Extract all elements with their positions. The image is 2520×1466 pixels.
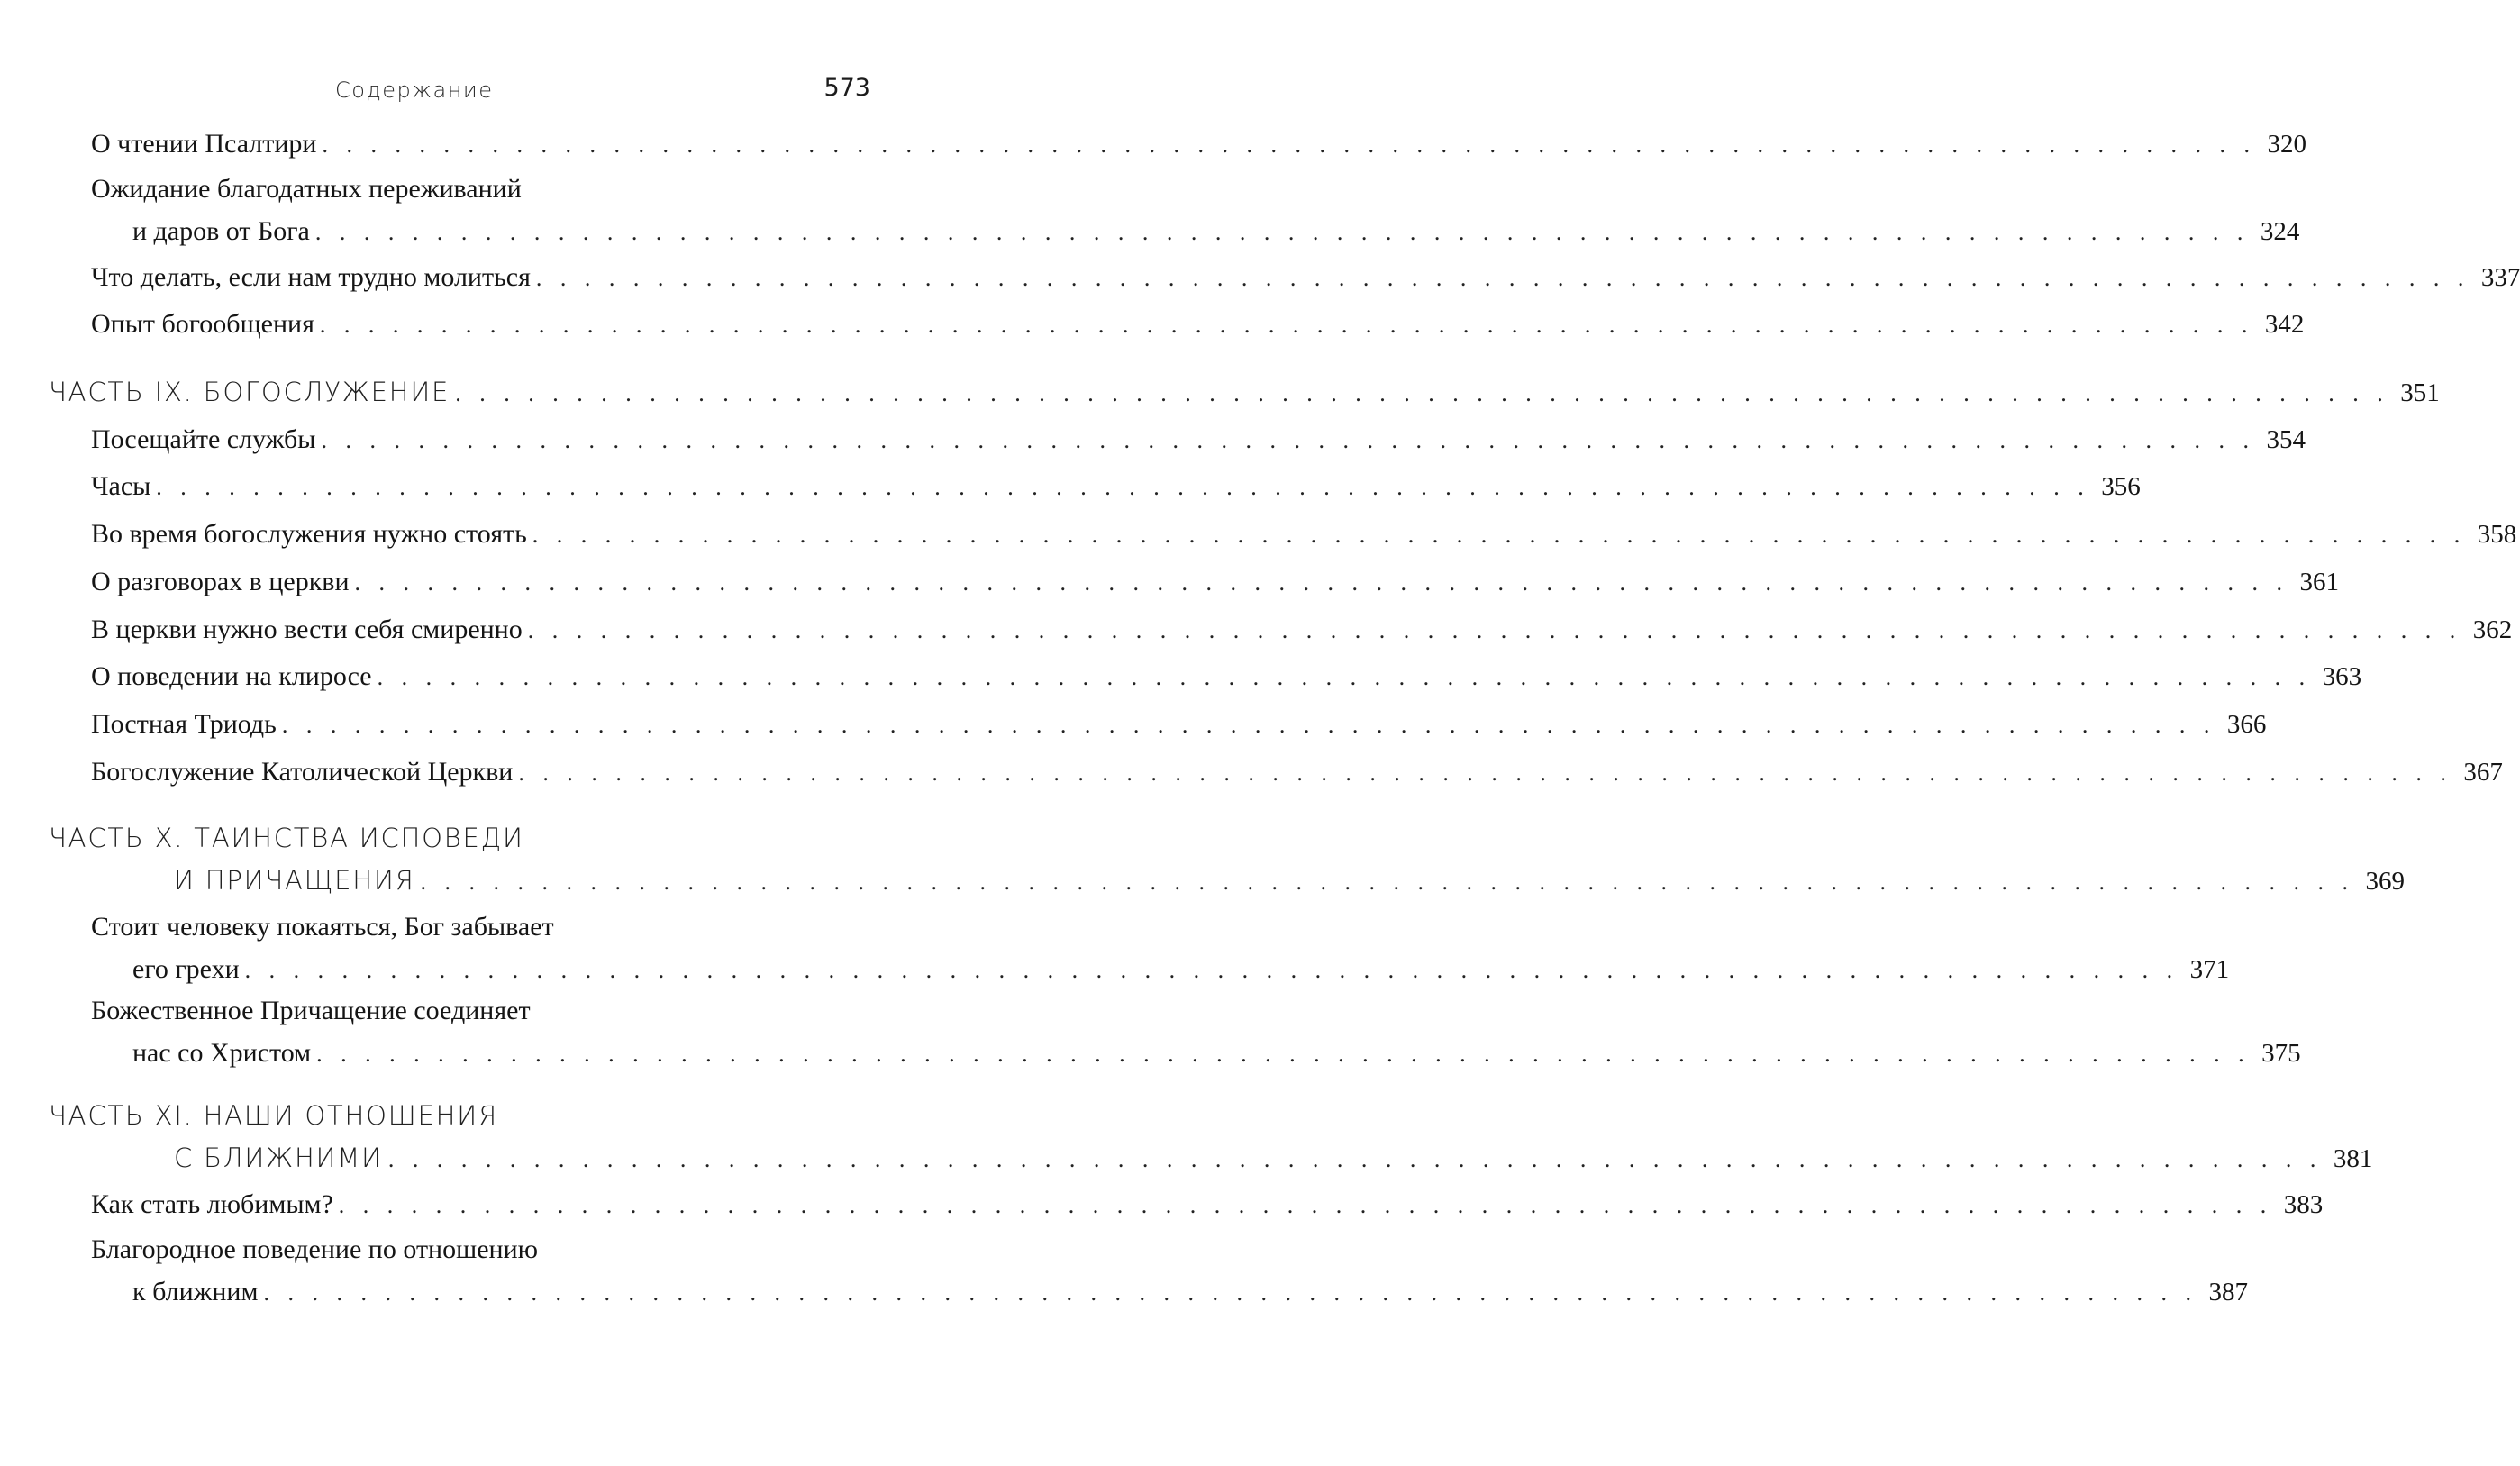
- toc-entry-title: Часы: [91, 471, 151, 501]
- toc-entry-title: нас со Христом: [132, 1038, 312, 1068]
- toc-entry-title: ЧАСТЬ IX. БОГОСЛУЖЕНИЕ: [49, 377, 450, 407]
- toc-entry-line: [132, 1274, 2248, 1310]
- dot-leader: . . . . . . . . . . . . . . . . . . . . . . . . . . . . . . . . . . . . . . . . . . . . . . . . . . . . . . . . . . . . . . . . . . . . . . . . . . . . . . . .: [314, 219, 2250, 245]
- dot-leader: . . . . . . . . . . . . . . . . . . . . . . . . . . . . . . . . . . . . . . . . . . . . . . . . . . . . . . . . . . . . . . . . . . . . . . . . . . . . . . . .: [322, 132, 2256, 158]
- toc-entry-line: [91, 909, 554, 945]
- toc-page-number: 320: [2267, 130, 2306, 159]
- dot-leader: . . . . . . . . . . . . . . . . . . . . . . . . . . . . . . . . . . . . . . . . . . . . . . . . . . . . . . . . . . . . . . . . . . . . . . . . . . . . . . . .: [316, 1041, 2251, 1067]
- toc-page-number: 375: [2261, 1039, 2301, 1068]
- dot-leader: . . . . . . . . . . . . . . . . . . . . . . . . . . . . . . . . . . . . . . . . . . . . . . . . . . . . . . . . . . . . . . . . . . . . . . . . . . . . . . . .: [455, 380, 2389, 406]
- toc-page-number: 342: [2264, 310, 2305, 339]
- toc-page-number: 369: [2365, 867, 2406, 896]
- toc-page-number: 387: [2208, 1278, 2248, 1307]
- toc-entry-title: Как стать любимым?: [91, 1189, 333, 1219]
- toc-entry-title: И ПРИЧАЩЕНИЯ: [174, 865, 415, 896]
- toc-entry-line: [91, 754, 2503, 790]
- toc-entry-title: к ближним: [132, 1277, 259, 1307]
- running-title: Содержание: [335, 77, 494, 103]
- toc-entry-title: О чтении Псалтири: [91, 129, 317, 159]
- toc-entry-title: В церкви нужно вести себя смиренно: [91, 615, 523, 644]
- dot-leader: . . . . . . . . . . . . . . . . . . . . . . . . . . . . . . . . . . . . . . . . . . . . . . . . . . . . . . . . . . . . . . . . . . . . . . . . . . . . . . . .: [244, 957, 2179, 983]
- toc-entry-line: [132, 214, 2300, 250]
- toc-entry-title: и даров от Бога: [132, 216, 310, 246]
- dot-leader: . . . . . . . . . . . . . . . . . . . . . . . . . . . . . . . . . . . . . . . . . . . . . . . . . . . . . . . . . . . . . . . . . . . . . . . . . . . . . . . .: [263, 1279, 2197, 1306]
- toc-page-number: 358: [2477, 520, 2517, 549]
- toc-entry-title: ЧАСТЬ X. ТАИНСТВА ИСПОВЕДИ: [49, 823, 524, 853]
- toc-entry-title: его грехи: [132, 954, 240, 984]
- toc-entry-line: [91, 469, 2141, 505]
- toc-entry-line: [91, 612, 2513, 648]
- toc-entry-line: [174, 1140, 2373, 1176]
- dot-leader: . . . . . . . . . . . . . . . . . . . . . . . . . . . . . . . . . . . . . . . . . . . . . . . . . . . . . . . . . . . . . . . . . . . . . . . . . . . . . . . .: [354, 569, 2288, 596]
- toc-entry-line: [91, 516, 2517, 552]
- toc-entry-line: [49, 820, 524, 856]
- toc-entry-title: Во время богослужения нужно стоять: [91, 519, 527, 549]
- toc-entry-title: Постная Триодь: [91, 709, 277, 739]
- toc-entry-line: [91, 171, 522, 207]
- toc-entry-line: [91, 993, 531, 1029]
- dot-leader: . . . . . . . . . . . . . . . . . . . . . . . . . . . . . . . . . . . . . . . . . . . . . . . . . . . . . . . . . . . . . . . . . . . . . . . . . . . . . . . .: [319, 312, 2254, 338]
- toc-entry-line: [91, 659, 2362, 695]
- dot-leader: . . . . . . . . . . . . . . . . . . . . . . . . . . . . . . . . . . . . . . . . . . . . . . . . . . . . . . . . . . . . . . . . . . . . . . . . . . . . . . . .: [527, 617, 2462, 643]
- toc-page-number: 354: [2266, 425, 2306, 454]
- toc-entry-line: [91, 306, 2305, 342]
- toc-page-number: 366: [2226, 710, 2267, 739]
- toc-entry-title: Стоит человеку покаяться, Бог забывает: [91, 912, 554, 942]
- dot-leader: . . . . . . . . . . . . . . . . . . . . . . . . . . . . . . . . . . . . . . . . . . . . . . . . . . . . . . . . . . . . . . . . . . . . . . . . . . . . . . . .: [535, 265, 2470, 291]
- page-number: 573: [823, 74, 870, 102]
- toc-page-number: 356: [2101, 472, 2141, 501]
- dot-leader: . . . . . . . . . . . . . . . . . . . . . . . . . . . . . . . . . . . . . . . . . . . . . . . . . . . . . . . . . . . . . . . . . . . . . . . . . . . . . . . .: [532, 522, 2467, 548]
- toc-entry-title: О поведении на клиросе: [91, 661, 372, 691]
- toc-entry-line: [132, 1035, 2301, 1071]
- toc-page-number: 337: [2480, 263, 2520, 292]
- toc-page-number: 381: [2333, 1144, 2373, 1173]
- toc-page-number: 367: [2463, 758, 2503, 787]
- dot-leader: . . . . . . . . . . . . . . . . . . . . . . . . . . . . . . . . . . . . . . . . . . . . . . . . . . . . . . . . . . . . . . . . . . . . . . . . . . . . . . . .: [338, 1192, 2273, 1218]
- dot-leader: . . . . . . . . . . . . . . . . . . . . . . . . . . . . . . . . . . . . . . . . . . . . . . . . . . . . . . . . . . . . . . . . . . . . . . . . . . . . . . . .: [321, 427, 2255, 453]
- toc-entry-title: Божественное Причащение соединяет: [91, 996, 531, 1025]
- toc-entry-line: [91, 126, 2306, 162]
- dot-leader: . . . . . . . . . . . . . . . . . . . . . . . . . . . . . . . . . . . . . . . . . . . . . . . . . . . . . . . . . . . . . . . . . . . . . . . . . . . . . . . .: [156, 474, 2090, 500]
- toc-entry-title: Ожидание благодатных переживаний: [91, 174, 522, 204]
- toc-entry-line: [91, 706, 2267, 742]
- toc-page-number: 361: [2299, 568, 2339, 596]
- toc-page-number: 363: [2322, 662, 2362, 691]
- toc-page-number: 324: [2260, 217, 2300, 246]
- toc-entry-line: [91, 1187, 2324, 1223]
- toc-entry-line: [91, 422, 2306, 458]
- toc-entry-title: ЧАСТЬ XI. НАШИ ОТНОШЕНИЯ: [49, 1100, 498, 1131]
- toc-entry-line: [49, 1097, 498, 1134]
- toc-entry-line: [49, 374, 2440, 410]
- toc-entry-line: [132, 952, 2230, 988]
- dot-leader: . . . . . . . . . . . . . . . . . . . . . . . . . . . . . . . . . . . . . . . . . . . . . . . . . . . . . . . . . . . . . . . . . . . . . . . . . . . . . . . .: [387, 1146, 2323, 1172]
- toc-entry-title: С БЛИЖНИМИ: [174, 1143, 383, 1173]
- toc-entry-title: Что делать, если нам трудно молиться: [91, 262, 531, 292]
- toc-page-number: 371: [2189, 955, 2230, 984]
- toc-entry-title: Благородное поведение по отношению: [91, 1234, 539, 1264]
- dot-leader: . . . . . . . . . . . . . . . . . . . . . . . . . . . . . . . . . . . . . . . . . . . . . . . . . . . . . . . . . . . . . . . . . . . . . . . . . . . . . . . .: [281, 712, 2216, 738]
- toc-entry-title: Опыт богообщения: [91, 309, 314, 339]
- toc-entry-title: Богослужение Католической Церкви: [91, 757, 514, 787]
- toc-entry-title: О разговорах в церкви: [91, 567, 350, 596]
- dot-leader: . . . . . . . . . . . . . . . . . . . . . . . . . . . . . . . . . . . . . . . . . . . . . . . . . . . . . . . . . . . . . . . . . . . . . . . . . . . . . . . .: [518, 760, 2452, 786]
- toc-entry-line: [91, 1232, 538, 1268]
- dot-leader: . . . . . . . . . . . . . . . . . . . . . . . . . . . . . . . . . . . . . . . . . . . . . . . . . . . . . . . . . . . . . . . . . . . . . . . . . . . . . . . .: [377, 664, 2312, 690]
- toc-page-number: 362: [2472, 615, 2513, 644]
- toc-entry-line: [174, 862, 2406, 898]
- toc-page-number: 383: [2283, 1190, 2324, 1219]
- toc-entry-line: [91, 564, 2339, 600]
- toc-entry-title: Посещайте службы: [91, 424, 316, 454]
- toc-page-number: 351: [2400, 378, 2440, 407]
- toc-entry-line: [91, 260, 2520, 296]
- dot-leader: . . . . . . . . . . . . . . . . . . . . . . . . . . . . . . . . . . . . . . . . . . . . . . . . . . . . . . . . . . . . . . . . . . . . . . . . . . . . . . . .: [420, 869, 2355, 895]
